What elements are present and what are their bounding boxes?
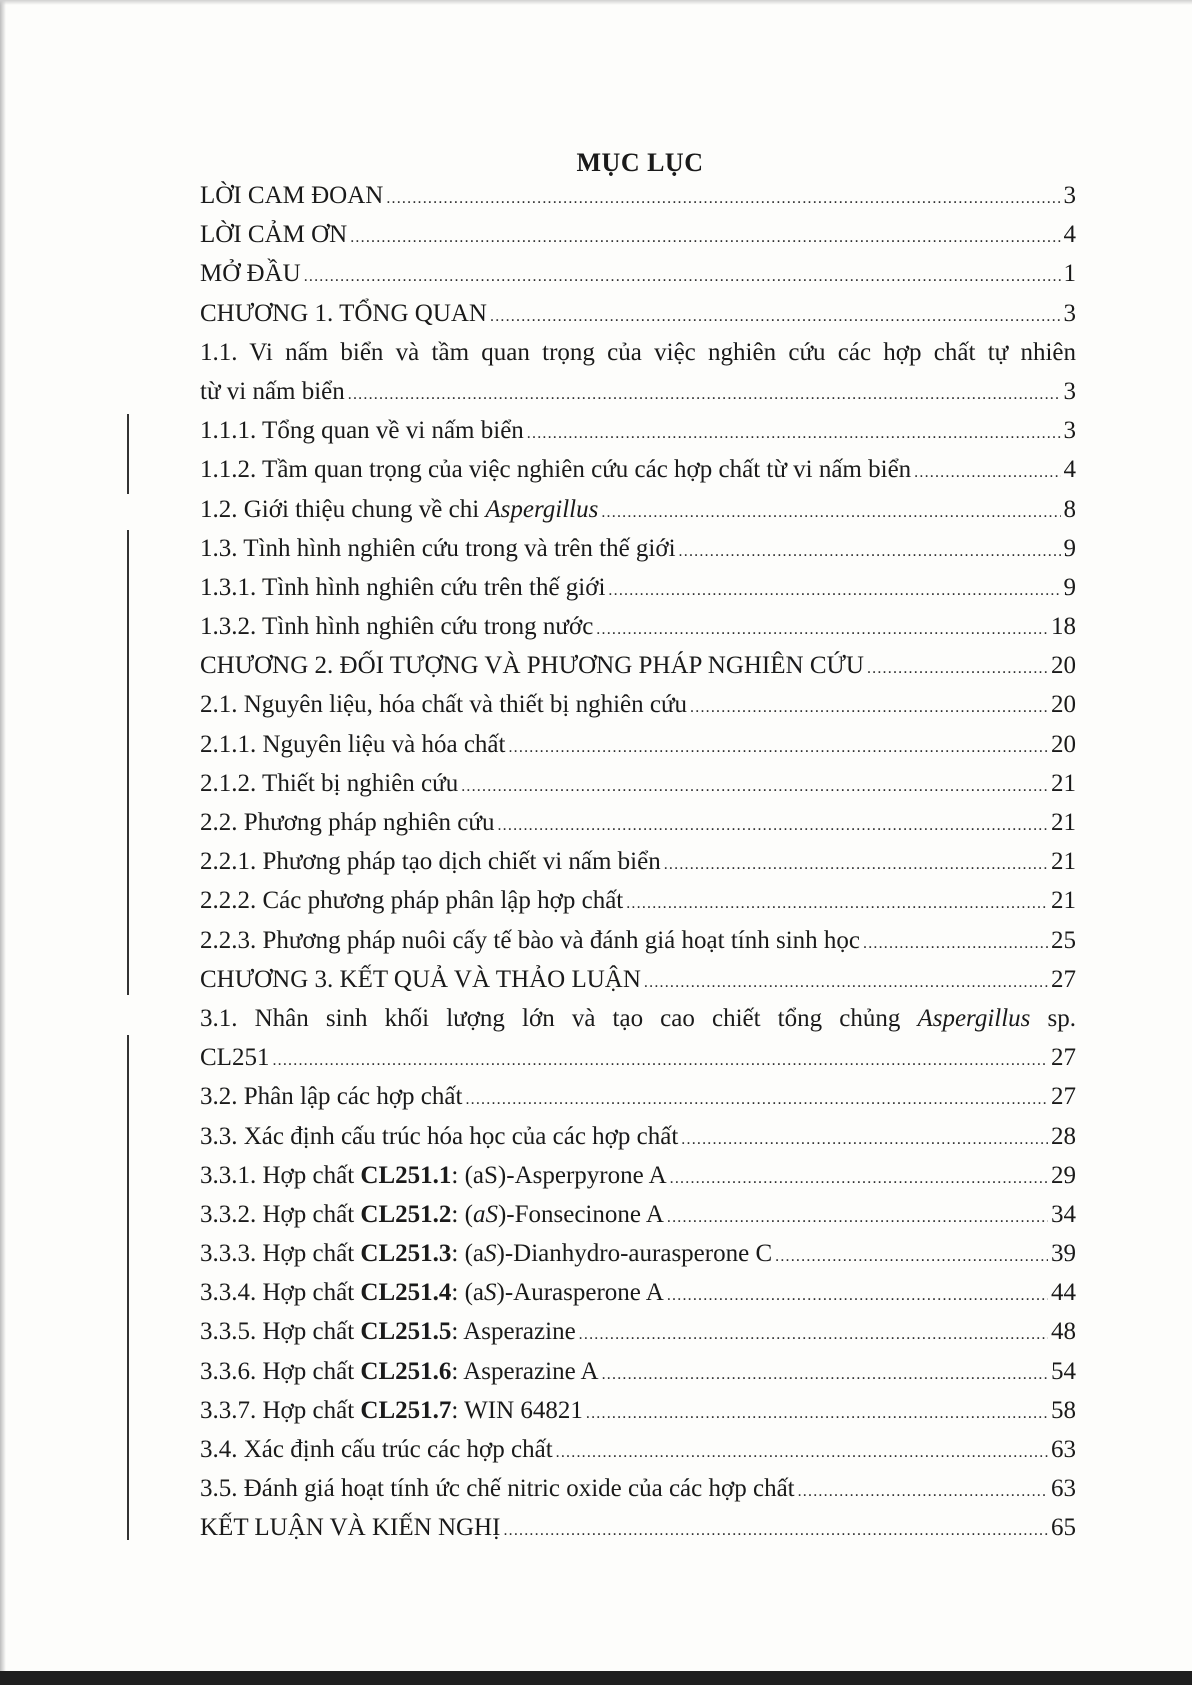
toc-label: CHƯƠNG 2. ĐỐI TƯỢNG VÀ PHƯƠNG PHÁP NGHIÊN CỨU [200, 652, 864, 680]
toc-entry[interactable] [200, 529, 1076, 568]
toc-label: 2.1.1. Nguyên liệu và hóa chất [200, 730, 506, 758]
dot-leader [775, 1237, 1048, 1276]
toc-label: 3.3. Xác định cấu trúc hóa học của các hợp chất [200, 1122, 679, 1150]
genus-name: Aspergillus [485, 495, 599, 523]
dot-leader [602, 1355, 1048, 1394]
toc-entry[interactable] [200, 764, 1076, 803]
toc-page-number: 58 [1051, 1396, 1076, 1424]
toc-label-text: 3.3.6. Hợp chất [200, 1357, 361, 1385]
toc-entry[interactable] [200, 607, 1076, 646]
toc-page-number: 28 [1051, 1122, 1076, 1150]
toc-page-number: 9 [1063, 534, 1076, 562]
toc-label: 2.1. Nguyên liệu, hóa chất và thiết bị nghiên cứu [200, 691, 688, 719]
toc-label: 2.1.2. Thiết bị nghiên cứu [200, 769, 459, 797]
toc-page-number: 21 [1051, 848, 1076, 876]
toc-entry[interactable] [200, 215, 1076, 254]
table-of-contents [200, 176, 1076, 1548]
toc-label: 3.2. Phân lập các hợp chất [200, 1083, 463, 1111]
toc-entry[interactable] [200, 1312, 1076, 1351]
toc-entry[interactable] [200, 1117, 1076, 1156]
toc-label: CL251 [200, 1044, 270, 1072]
toc-entry[interactable] [200, 1508, 1076, 1547]
toc-label: 2.2.1. Phương pháp tạo dịch chiết vi nấm biển [200, 848, 661, 876]
dot-leader [690, 688, 1048, 727]
toc-label: MỞ ĐẦU [200, 260, 301, 288]
dot-leader [465, 1080, 1048, 1119]
toc-label [200, 1391, 583, 1430]
dot-leader [867, 649, 1048, 688]
toc-page-number: 27 [1051, 1044, 1076, 1072]
compound-name: )-Fonsecinone A [497, 1200, 664, 1228]
compound-name: )-Aurasperone A [496, 1279, 664, 1307]
toc-page-number: 21 [1051, 809, 1076, 836]
compound-name: : Asperazine [451, 1318, 576, 1346]
toc-entry-line2[interactable] [200, 1038, 1076, 1077]
toc-entry[interactable] [200, 1234, 1076, 1273]
dot-leader [667, 1276, 1048, 1315]
toc-label: 1.3.2. Tình hình nghiên cứu trong nước [200, 613, 594, 641]
compound-name-open: : (a [451, 1240, 485, 1268]
toc-page-number: 25 [1051, 926, 1076, 954]
scan-edge-top [0, 0, 1192, 5]
dot-leader [644, 963, 1048, 1002]
toc-page-number: 4 [1063, 456, 1076, 484]
dot-leader [503, 1511, 1048, 1550]
dot-leader [601, 493, 1060, 532]
toc-page-number: 44 [1051, 1279, 1076, 1307]
toc-page-number: 29 [1051, 1161, 1076, 1189]
toc-label [200, 1195, 664, 1234]
toc-entry-line1[interactable] [200, 333, 1076, 372]
dot-leader [914, 453, 1060, 492]
toc-label [200, 1273, 664, 1312]
toc-label: 2.2.3. Phương pháp nuôi cấy tế bào và đánh giá hoạt tính sinh học [200, 926, 860, 954]
toc-entry[interactable] [200, 960, 1076, 999]
dot-leader [272, 1041, 1048, 1080]
toc-page-number: 3 [1063, 417, 1076, 445]
toc-label-text: 3.1. Nhân sinh khối lượng lớn và tạo cao chiết tổng chủng [200, 1004, 918, 1032]
dot-leader [667, 1198, 1048, 1237]
compound-name: : Asperazine A [451, 1357, 599, 1385]
toc-page-number: 20 [1051, 652, 1076, 680]
toc-label-text: 3.3.4. Hợp chất [200, 1279, 361, 1307]
toc-page-number: 20 [1051, 730, 1076, 758]
toc-page-number: 34 [1051, 1200, 1076, 1228]
dot-leader [670, 1159, 1048, 1198]
compound-code: CL251.4 [360, 1279, 452, 1307]
toc-entry[interactable] [200, 294, 1076, 333]
toc-label: 1.1. Vi nấm biển và tầm quan trọng của việc nghiên cứu các hợp chất tự nhiên [200, 338, 1076, 366]
toc-entry[interactable] [200, 1077, 1076, 1116]
toc-label [200, 490, 598, 529]
toc-label [200, 1312, 576, 1351]
dot-leader [348, 375, 1061, 414]
dot-leader [679, 532, 1061, 571]
toc-entry[interactable] [200, 842, 1076, 881]
compound-code: CL251.7 [360, 1396, 452, 1424]
compound-name-open: : ( [451, 1200, 473, 1228]
revision-bar [127, 1035, 129, 1540]
toc-entry[interactable] [200, 411, 1076, 450]
toc-label: 3.4. Xác định cấu trúc các hợp chất [200, 1436, 553, 1463]
toc-page-number: 21 [1051, 769, 1076, 797]
toc-entry[interactable] [200, 568, 1076, 607]
toc-label [200, 1156, 667, 1195]
toc-entry[interactable] [200, 1156, 1076, 1195]
toc-label: 1.1.2. Tầm quan trọng của việc nghiên cứu các hợp chất từ vi nấm biển [200, 456, 912, 484]
toc-page-number: 3 [1063, 182, 1076, 209]
toc-label: LỜI CẢM ƠN [200, 221, 348, 249]
compound-name: : (aS)-Asperpyrone A [451, 1161, 667, 1189]
toc-entry[interactable] [200, 685, 1076, 724]
toc-entry[interactable] [200, 176, 1076, 215]
compound-code: CL251.2 [360, 1200, 452, 1228]
stereo-descriptor: aS [472, 1200, 498, 1228]
toc-page-number: 4 [1063, 221, 1076, 249]
toc-label-text: 3.3.3. Hợp chất [200, 1240, 361, 1268]
dot-leader [579, 1315, 1048, 1354]
dot-leader [681, 1120, 1048, 1159]
stereo-descriptor: S [484, 1240, 497, 1268]
dot-leader [508, 728, 1048, 767]
toc-page-number: 63 [1051, 1475, 1076, 1503]
toc-entry[interactable] [200, 450, 1076, 489]
toc-label [200, 1352, 599, 1391]
dot-leader [556, 1433, 1048, 1472]
toc-entry[interactable] [200, 1352, 1076, 1391]
compound-code: CL251.6 [360, 1357, 452, 1385]
toc-page-number: 18 [1051, 613, 1076, 641]
toc-entry[interactable] [200, 490, 1076, 529]
toc-label-text: 3.3.7. Hợp chất [200, 1396, 361, 1424]
toc-page-number: 63 [1051, 1436, 1076, 1463]
scan-edge-bottom [0, 1671, 1192, 1685]
toc-label: LỜI CAM ĐOAN [200, 182, 384, 209]
compound-code: CL251.5 [360, 1318, 452, 1346]
toc-page-number: 39 [1051, 1240, 1076, 1268]
toc-label-text: 3.3.1. Hợp chất [200, 1161, 361, 1189]
dot-leader [596, 610, 1048, 649]
toc-entry[interactable] [200, 1195, 1076, 1234]
toc-label: 2.2. Phương pháp nghiên cứu [200, 809, 495, 836]
toc-label [200, 1234, 772, 1273]
toc-entry[interactable] [200, 803, 1076, 842]
dot-leader [304, 257, 1061, 296]
toc-page-number: 65 [1051, 1514, 1076, 1542]
toc-entry[interactable] [200, 254, 1076, 293]
toc-page-number: 27 [1051, 1083, 1076, 1111]
toc-entry[interactable] [200, 1391, 1076, 1430]
toc-page-number: 21 [1051, 887, 1076, 915]
compound-code: CL251.1 [360, 1161, 452, 1189]
page-title: MỤC LỤC [576, 148, 704, 177]
toc-label-text: 1.2. Giới thiệu chung về chi [200, 495, 486, 523]
toc-label-text: sp. [1030, 1004, 1076, 1032]
toc-entry[interactable] [200, 1430, 1076, 1469]
scan-edge-left [0, 0, 6, 1685]
toc-entry[interactable] [200, 1273, 1076, 1312]
dot-leader [497, 806, 1048, 845]
toc-label: từ vi nấm biển [200, 377, 345, 405]
toc-label: CHƯƠNG 1. TỔNG QUAN [200, 299, 487, 327]
dot-leader [527, 414, 1061, 453]
compound-code: CL251.3 [360, 1240, 452, 1268]
toc-label: 3.5. Đánh giá hoạt tính ức chế nitric oxide của các hợp chất [200, 1475, 795, 1503]
dot-leader [386, 179, 1060, 218]
dot-leader [490, 297, 1061, 336]
dot-leader [608, 571, 1060, 610]
compound-name: : WIN 64821 [451, 1396, 583, 1424]
dot-leader [863, 924, 1048, 963]
compound-name-open: : (a [451, 1279, 485, 1307]
toc-page-number: 48 [1051, 1318, 1076, 1346]
toc-page-number: 27 [1051, 965, 1076, 993]
toc-page-number: 8 [1063, 495, 1076, 523]
toc-entry[interactable] [200, 1469, 1076, 1508]
dot-leader [461, 767, 1048, 806]
dot-leader [798, 1472, 1048, 1511]
toc-label: 2.2.2. Các phương pháp phân lập hợp chất [200, 887, 624, 915]
dot-leader [586, 1394, 1048, 1433]
dot-leader [626, 884, 1048, 923]
toc-entry-line2[interactable] [200, 372, 1076, 411]
stereo-descriptor: S [484, 1279, 497, 1307]
toc-page-number: 20 [1051, 691, 1076, 719]
toc-page-number: 9 [1063, 573, 1076, 601]
compound-name: )-Dianhydro-aurasperone C [496, 1240, 773, 1268]
toc-page-number: 3 [1063, 299, 1076, 327]
toc-page-number: 1 [1063, 260, 1076, 288]
revision-bar [127, 530, 129, 995]
toc-label-text: 3.3.2. Hợp chất [200, 1200, 361, 1228]
toc-entry[interactable] [200, 881, 1076, 920]
toc-entry[interactable] [200, 921, 1076, 960]
toc-label: KẾT LUẬN VÀ KIẾN NGHỊ [200, 1514, 501, 1542]
dot-leader [664, 845, 1048, 884]
toc-page-number: 54 [1051, 1357, 1076, 1385]
toc-label: 1.3.1. Tình hình nghiên cứu trên thế giới [200, 573, 606, 601]
toc-entry[interactable] [200, 646, 1076, 685]
toc-entry-line1[interactable] [200, 999, 1076, 1038]
toc-label: 1.3. Tình hình nghiên cứu trong và trên thế giới [200, 534, 676, 562]
toc-label: CHƯƠNG 3. KẾT QUẢ VÀ THẢO LUẬN [200, 965, 641, 993]
dot-leader [350, 218, 1060, 257]
toc-entry[interactable] [200, 725, 1076, 764]
revision-bar [127, 414, 129, 494]
genus-name: Aspergillus [917, 1004, 1031, 1032]
toc-label: 1.1.1. Tổng quan về vi nấm biển [200, 417, 524, 445]
toc-label-text: 3.3.5. Hợp chất [200, 1318, 361, 1346]
toc-page-number: 3 [1063, 377, 1076, 405]
